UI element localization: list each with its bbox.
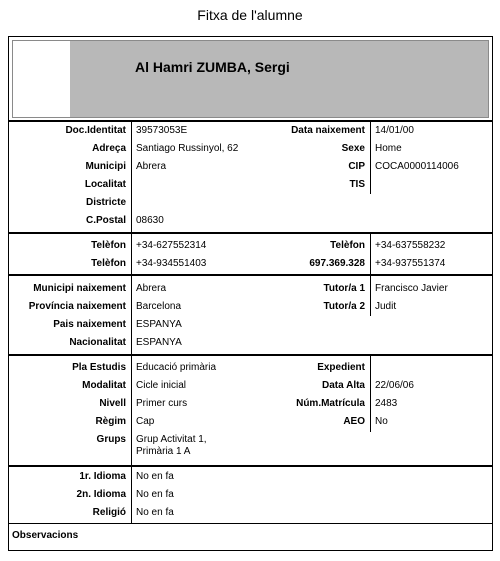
nivell-value: Primer curs [136,398,188,409]
sexe-label: Sexe [341,143,365,154]
municipi-naixement-value: Abrera [136,283,167,294]
districte-label: Districte [85,197,126,208]
grups-label: Grups [96,434,126,445]
telefon-value: +34-627552314 [136,240,207,251]
column-divider [370,234,371,274]
municipi-label: Municipi [85,161,126,172]
doc-identitat-value: 39573053E [136,125,188,136]
data-naixement-label: Data naixement [291,125,365,136]
telefon-value: +34-937551374 [375,258,446,269]
cip-label: CIP [348,161,365,172]
section-divider [9,232,492,234]
telefon-label: 697.369.328 [309,258,365,269]
doc-identitat-label: Doc.Identitat [65,125,126,136]
cip-value: COCA0000114006 [375,161,459,172]
section-divider [9,274,492,276]
grups-value-line1: Grup Activitat 1, [136,434,207,445]
pais-naixement-value: ESPANYA [136,319,182,330]
pla-estudis-label: Pla Estudis [72,362,126,373]
student-record-card [8,36,493,551]
tutor2-label: Tutor/a 2 [323,301,365,312]
cpostal-label: C.Postal [85,215,126,226]
data-naixement-value: 14/01/00 [375,125,414,136]
section-divider [9,523,492,524]
adreca-label: Adreça [92,143,126,154]
nivell-label: Nivell [99,398,126,409]
column-divider [370,122,371,194]
idioma2-label: 2n. Idioma [76,489,126,500]
pla-estudis-value: Educació primària [136,362,217,373]
num-matricula-value: 2483 [375,398,398,409]
provincia-naixement-label: Província naixement [28,301,126,312]
student-name: Al Hamri ZUMBA, Sergi [135,59,290,75]
column-divider [370,356,371,432]
provincia-naixement-value: Barcelona [136,301,182,312]
tutor2-value: Judit [375,301,397,312]
regim-value: Cap [136,416,155,427]
idioma1-value: No en fa [136,471,174,482]
modalitat-value: Cicle inicial [136,380,187,391]
telefon-label: Telèfon [91,258,126,269]
cpostal-value: 08630 [136,215,164,226]
section-divider [9,120,492,122]
tis-label: TIS [349,179,365,190]
modalitat-label: Modalitat [82,380,126,391]
adreca-value: Santiago Russinyol, 62 [136,143,239,154]
column-divider [131,234,132,274]
name-banner [70,41,488,117]
regim-label: Règim [95,416,126,427]
section-divider [9,354,492,356]
idioma1-label: 1r. Idioma [79,471,126,482]
telefon-value: +34-934551403 [136,258,207,269]
municipi-value: Abrera [136,161,167,172]
telefon-value: +34-637558232 [375,240,446,251]
column-divider [370,276,371,316]
tutor1-value: Francisco Javier [375,283,448,294]
localitat-label: Localitat [84,179,126,190]
municipi-naixement-label: Municipi naixement [33,283,126,294]
nacionalitat-label: Nacionalitat [69,337,126,348]
tutor1-label: Tutor/a 1 [323,283,365,294]
column-divider [131,276,132,354]
expedient-label: Expedient [317,362,365,373]
religio-value: No en fa [136,507,174,518]
nacionalitat-value: ESPANYA [136,337,182,348]
section-divider [9,465,492,467]
observacions-label: Observacions [12,530,79,541]
pais-naixement-label: Pais naixement [53,319,126,330]
num-matricula-label: Núm.Matrícula [296,398,365,409]
aeo-label: AEO [343,416,365,427]
religio-label: Religió [92,507,126,518]
telefon-label: Telèfon [91,240,126,251]
sexe-value: Home [375,143,402,154]
student-header [12,40,489,118]
student-photo [13,41,70,117]
column-divider [131,467,132,523]
aeo-value: No [375,416,388,427]
page-title: Fitxa de l'alumne [197,7,303,23]
column-divider [131,356,132,465]
column-divider [131,122,132,232]
data-alta-value: 22/06/06 [375,380,414,391]
idioma2-value: No en fa [136,489,174,500]
telefon-label: Telèfon [330,240,365,251]
data-alta-label: Data Alta [322,380,365,391]
grups-value-line2: Primària 1 A [136,446,191,457]
